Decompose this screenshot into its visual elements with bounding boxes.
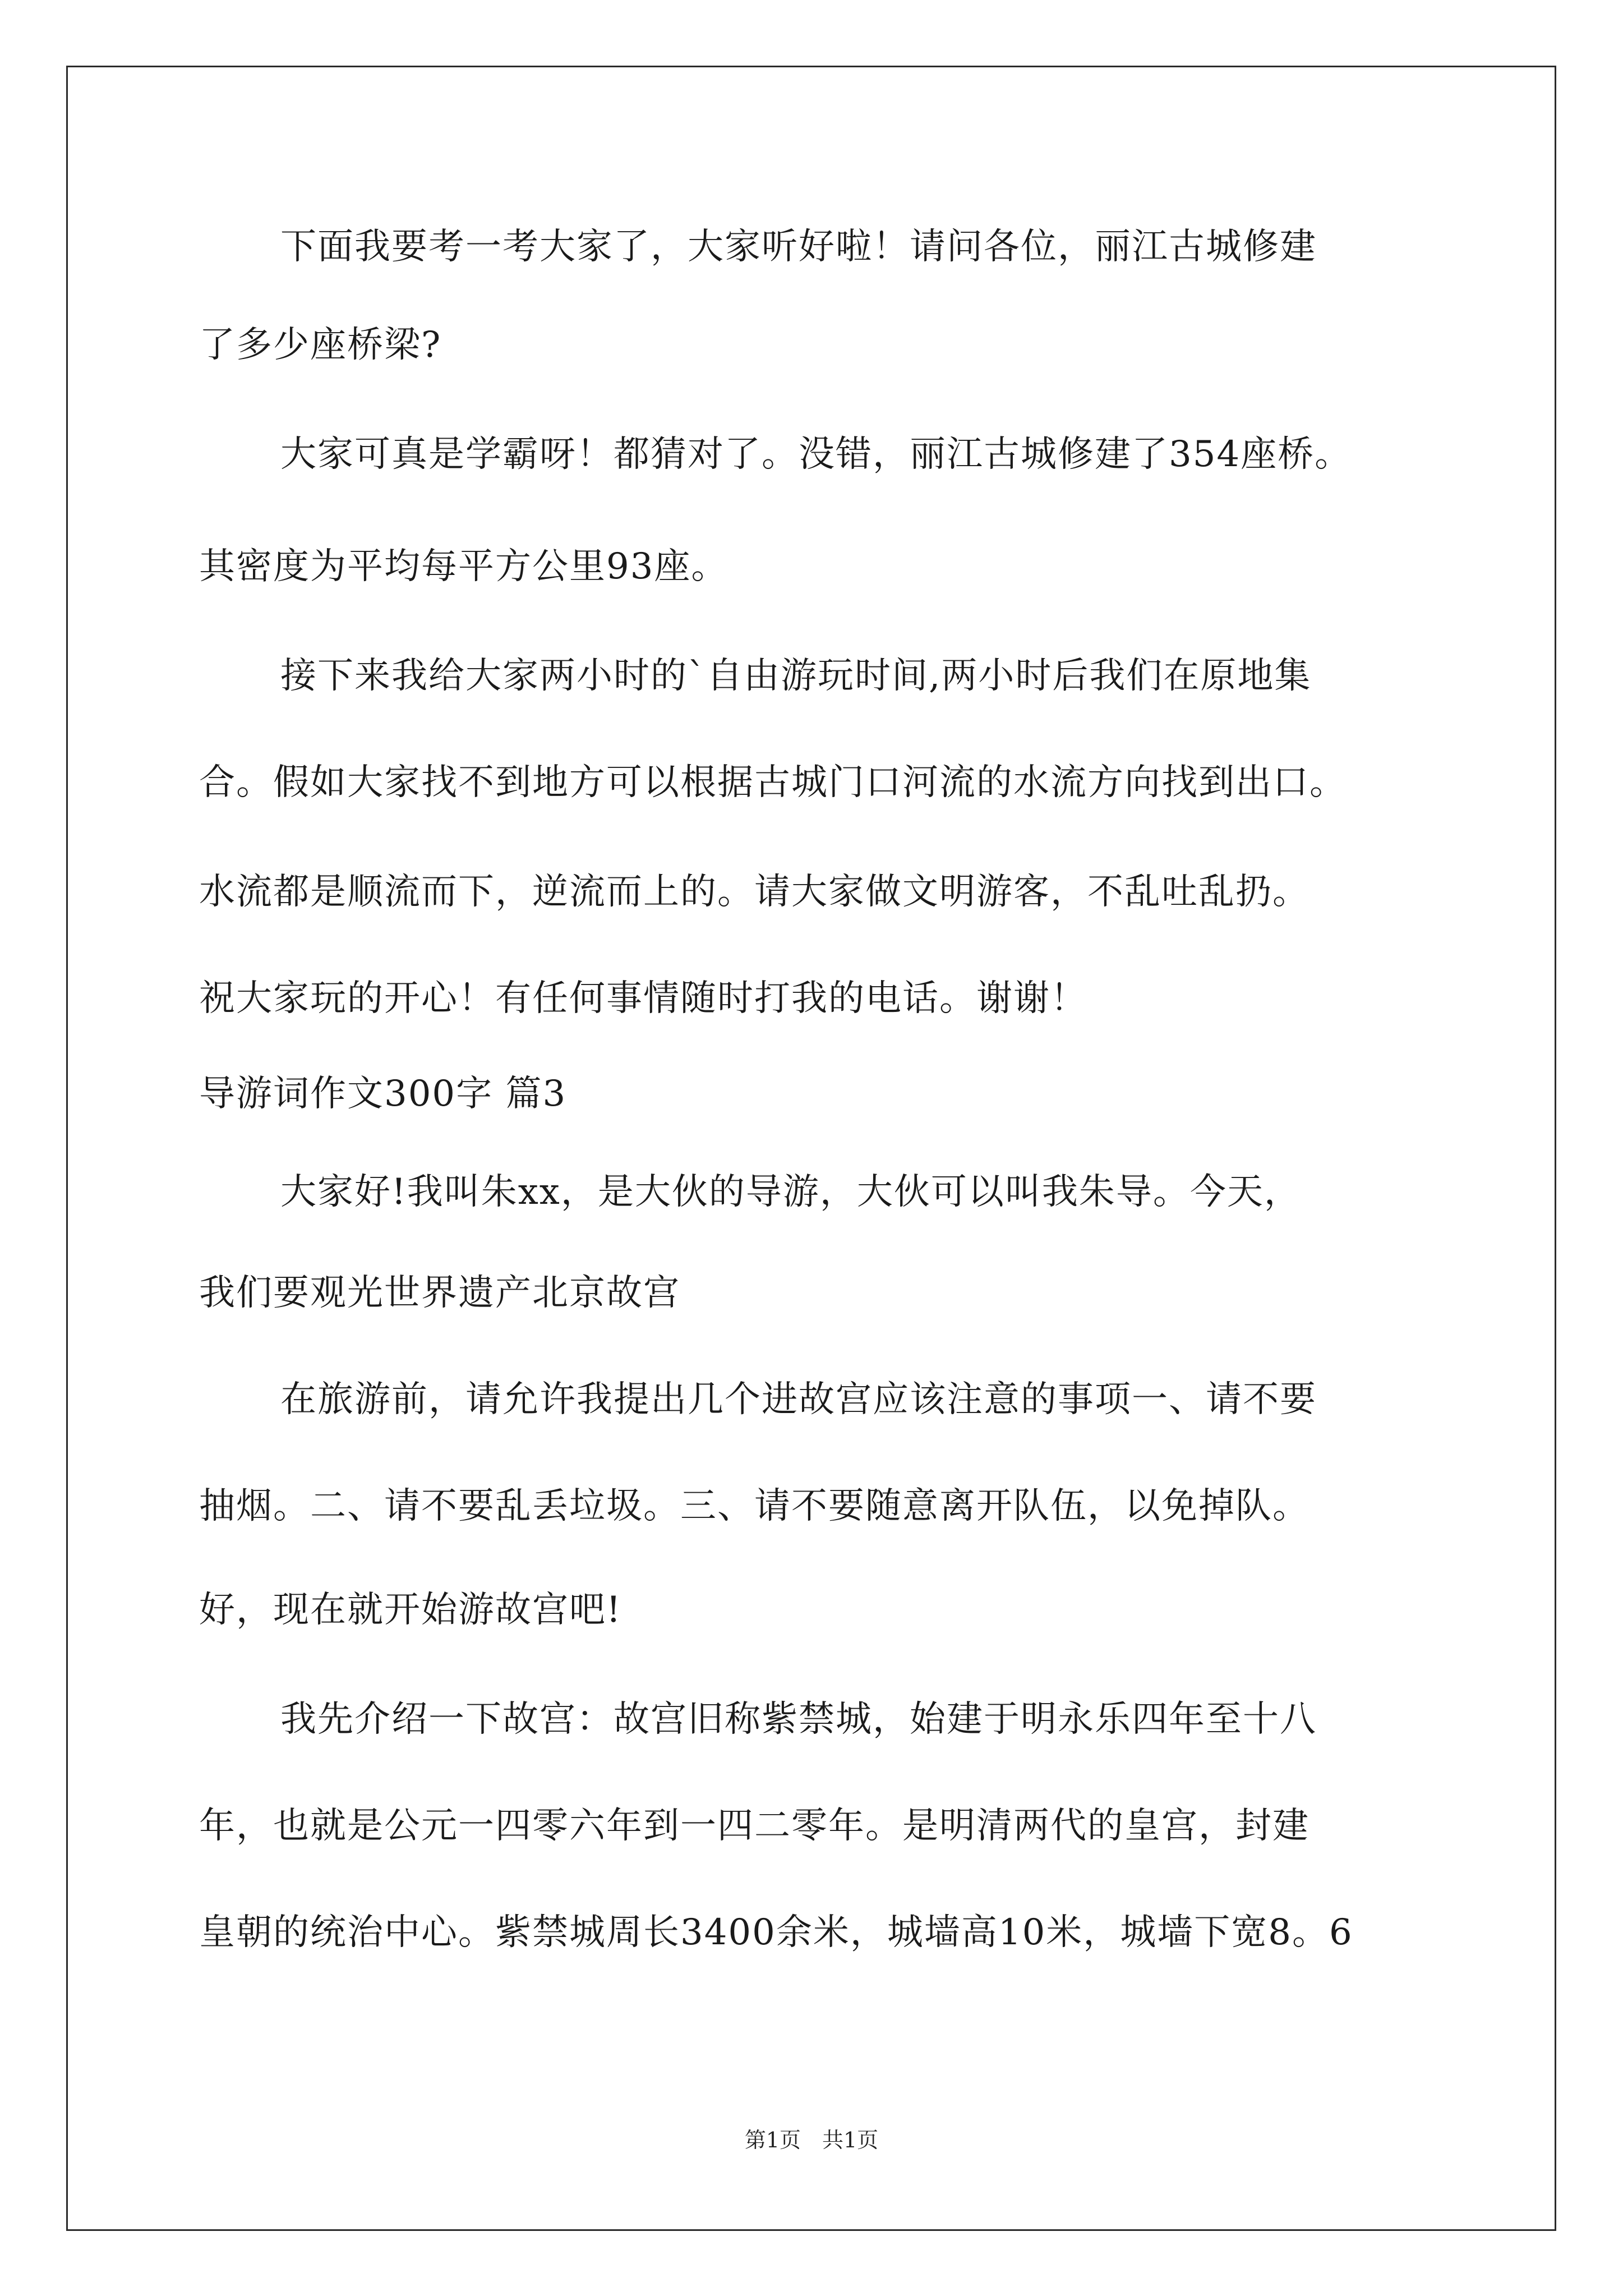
- paragraph-line: 皇朝的统治中心。紫禁城周长3400余米，城墙高10米，城墙下宽8。6: [199, 1912, 1353, 1953]
- page-number: 第1页 共1页: [744, 2128, 879, 2152]
- paragraph-line: 下面我要考一考大家了，大家听好啦！请问各位，丽江古城修建: [280, 226, 1317, 268]
- paragraph-line: 大家好!我叫朱xx，是大伙的导游，大伙可以叫我朱导。今天，: [280, 1171, 1301, 1213]
- section-heading: 导游词作文300字 篇3: [199, 1073, 567, 1115]
- paragraph-line: 好，现在就开始游故宫吧!: [199, 1589, 622, 1631]
- paragraph-line: 我先介绍一下故宫：故宫旧称紫禁城，始建于明永乐四年至十八: [280, 1699, 1317, 1740]
- paragraph-line: 大家可真是学霸呀！都猜对了。没错，丽江古城修建了354座桥。: [280, 434, 1352, 475]
- paragraph-line: 祝大家玩的开心！有任何事情随时打我的电话。谢谢！: [199, 978, 1087, 1019]
- paragraph-line: 抽烟。二、请不要乱丢垃圾。三、请不要随意离开队伍，以免掉队。: [199, 1485, 1310, 1527]
- paragraph-line: 接下来我给大家两小时的`自由游玩时间,两小时后我们在原地集: [280, 655, 1312, 697]
- paragraph-line: 了多少座桥梁?: [199, 324, 442, 366]
- paragraph-line: 年，也就是公元一四零六年到一四二零年。是明清两代的皇宫，封建: [199, 1805, 1310, 1847]
- paragraph-line: 水流都是顺流而下，逆流而上的。请大家做文明游客，不乱吐乱扔。: [199, 871, 1310, 913]
- paragraph-line: 我们要观光世界遗产北京故宫: [199, 1272, 680, 1314]
- page-border: [66, 66, 1556, 2231]
- paragraph-line: 合。假如大家找不到地方可以根据古城门口河流的水流方向找到出口。: [199, 762, 1347, 803]
- paragraph-line: 在旅游前，请允许我提出几个进故宫应该注意的事项一、请不要: [280, 1379, 1317, 1420]
- paragraph-line: 其密度为平均每平方公里93座。: [199, 546, 728, 587]
